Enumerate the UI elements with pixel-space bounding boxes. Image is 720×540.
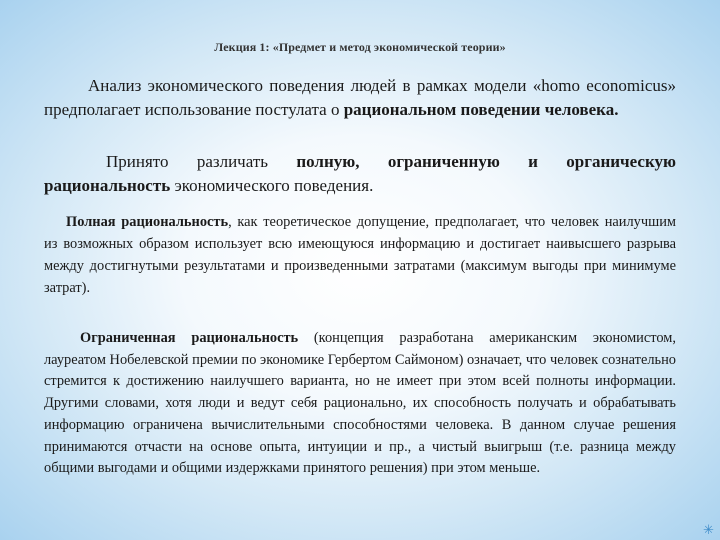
distinguish-text-2: экономического поведения. — [170, 176, 374, 195]
intro-bold-term: рациональном поведении человека. — [343, 100, 619, 119]
distinguish-text-1: Принято различать — [106, 152, 297, 171]
lecture-title: Лекция 1: «Предмет и метод экономической теории» — [214, 40, 506, 54]
bounded-rationality-paragraph — [44, 328, 676, 480]
asterisk-icon: ✳ — [703, 523, 714, 538]
distinguish-bold-terms: полную, ограниченную и органическую рациональность — [44, 152, 676, 195]
intro-paragraph — [44, 74, 676, 122]
full-rationality-paragraph — [44, 211, 676, 299]
full-rationality-term: Полная рациональность — [66, 214, 229, 230]
intro-text: Анализ экономического поведения людей в рамках модели «homo economicus» предполагает использование постулата о — [44, 76, 676, 119]
distinguish-paragraph — [44, 150, 676, 198]
bounded-rationality-text: (концепция разработана американским экономистом, лауреатом Нобелевской премии по экономике Гербертом Саймоном) означает, что человек сознательно стремится к достижению наилучшего варианта, но не имеет при этом всей полноты информации. Другими словами, хотя люди и ведут себя рационально, их способность получать и обрабатывать информацию ограничена вычислительными способностями человека. В данном случае решения принимаются отчасти на основе опыта, интуиции и пр., а чистый выигрыш (т.е. разница между общими выгодами и общими издержками принятого решения) при этом меньше. — [44, 330, 676, 477]
full-rationality-text: , как теоретическое допущение, предполагает, что человек наилучшим из возможных образом использует всю имеющуюся информацию и достигает наивысшего разрыва между достигнутыми результатами и произведенными затратами (максимум выгоды при минимуме затрат). — [44, 214, 676, 296]
bounded-rationality-term: Ограниченная рациональность — [80, 330, 299, 346]
